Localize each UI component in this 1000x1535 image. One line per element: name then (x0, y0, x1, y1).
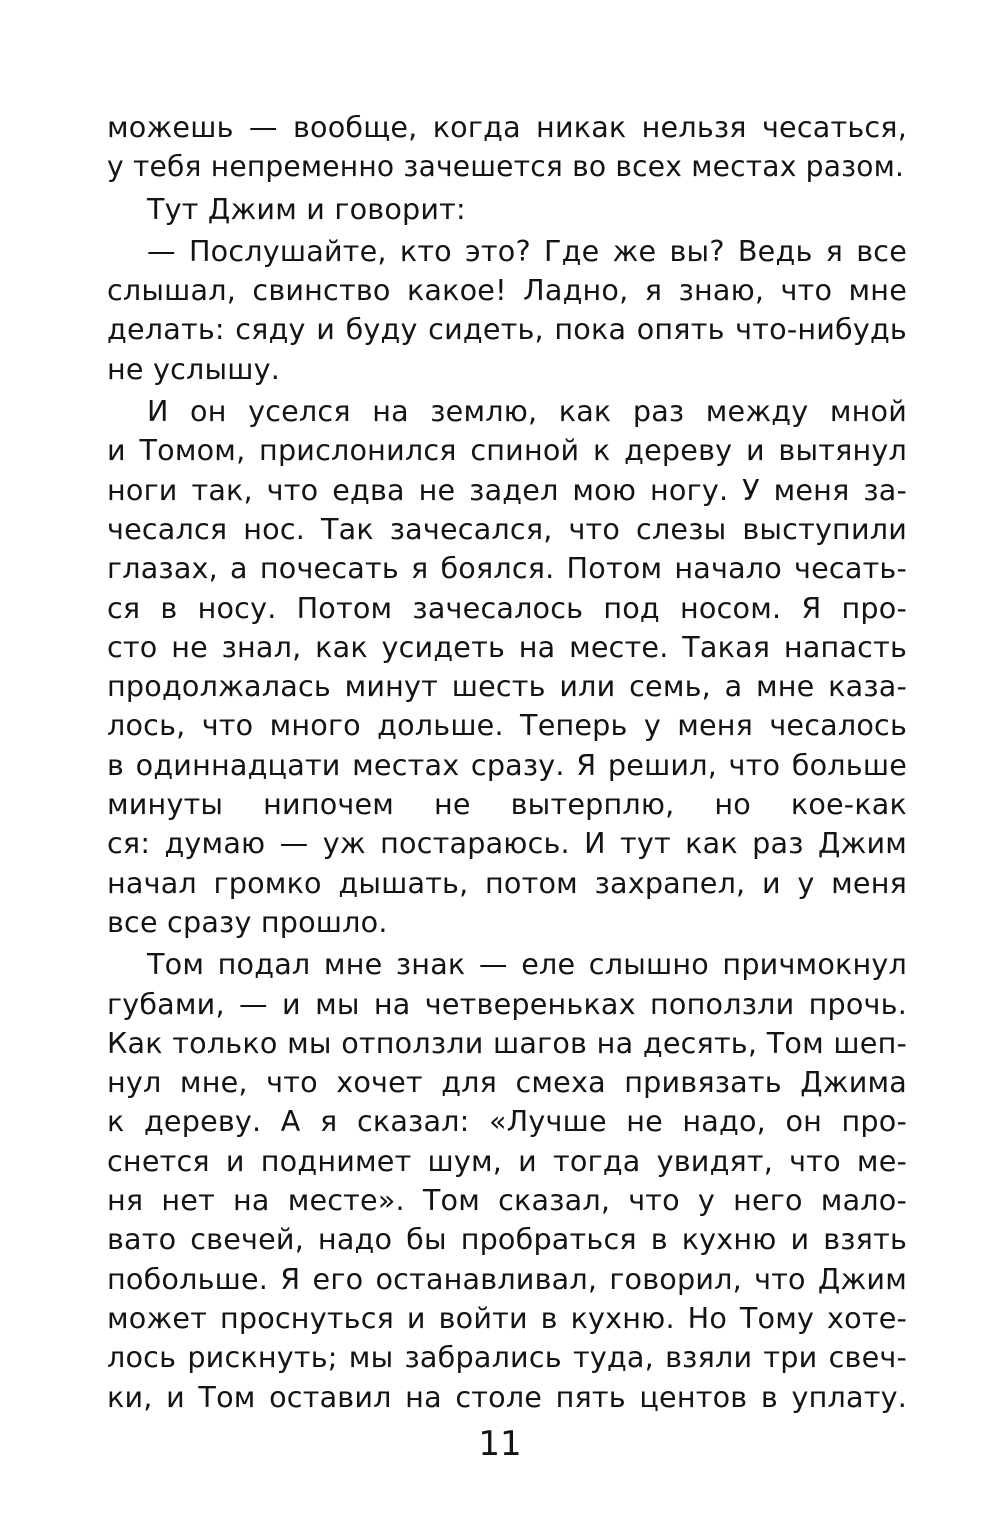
text-line: в одиннадцати местах сразу. Я решил, что больше (107, 747, 907, 782)
paragraph-5 (107, 945, 907, 1417)
text-line: можешь — вообще, когда никак нельзя чесаться, (107, 110, 907, 144)
text-line: делать: сяду и буду сидеть, пока опять что-нибудь (107, 312, 907, 347)
text-line: Том подал мне знак — еле слышно причмокнул (147, 947, 907, 982)
text-line: глазах, а почесать я боялся. Потом начало чесать- (107, 551, 907, 586)
text-line: губами, — и мы на четвереньках поползли прочь. (107, 986, 907, 1021)
text-line: продолжалась минут шесть или семь, а мне каза- (107, 669, 907, 704)
text-line: чесался нос. Так зачесался, что слезы выступили (107, 511, 907, 546)
text-line: Как только мы отползли шагов на десять, Том шеп- (107, 1025, 907, 1060)
text-line: побольше. Я его останавливал, говорил, что Джим (107, 1261, 907, 1296)
text-line: ся: думаю — уж постараюсь. И тут как раз Джим (107, 826, 907, 861)
text-line: ся в носу. Потом зачесалось под носом. Я про- (107, 590, 907, 625)
text-line: вато свечей, надо бы пробраться в кухню и взять (107, 1222, 907, 1257)
text-line: снется и поднимет шум, и тогда увидят, что ме- (107, 1143, 907, 1178)
text-line: — Послушайте, кто это? Где же вы? Ведь я все (147, 233, 907, 268)
text-line: и Томом, прислонился спиной к дереву и вытянул (107, 433, 907, 468)
text-line: начал громко дышать, потом захрапел, и у меня (107, 865, 907, 900)
text-line: ня нет на месте». Том сказал, что у него мало- (107, 1183, 907, 1218)
text-line: минуты нипочем не вытерплю, но кое-как (107, 787, 907, 822)
paragraph-4 (107, 392, 907, 942)
text-line: все сразу прошло. (107, 904, 388, 939)
text-line: сто не знал, как усидеть на месте. Такая напасть (107, 629, 907, 664)
text-line: лось, что много дольше. Теперь у меня чесалось (107, 708, 907, 743)
text-line: ноги так, что едва не задел мою ногу. У меня за- (107, 472, 907, 507)
text-line: лось рискнуть; мы забрались туда, взяли три свеч- (107, 1340, 907, 1375)
text-line: может проснуться и войти в кухню. Но Тому хоте- (107, 1300, 907, 1335)
text-line: нул мне, что хочет для смеха привязать Джима (107, 1065, 907, 1100)
text-line: И он уселся на землю, как раз между мной (147, 394, 907, 429)
paragraph-3 (107, 232, 907, 389)
text-line: Тут Джим и говорит: (147, 191, 466, 226)
paragraph-1 (107, 108, 907, 187)
text-line: у тебя непременно зачешется во всех местах разом. (107, 150, 905, 184)
text-line: ки, и Том оставил на столе пять центов в уплату. (107, 1379, 907, 1414)
text-line: к дереву. А я сказал: «Лучше не надо, он про- (107, 1104, 907, 1139)
paragraph-2 (107, 190, 907, 229)
page-body (107, 108, 907, 1417)
text-line: не услышу. (107, 351, 281, 386)
text-line: слышал, свинство какое! Ладно, я знаю, что мне (107, 273, 907, 308)
page-number: 11 (478, 1424, 522, 1464)
